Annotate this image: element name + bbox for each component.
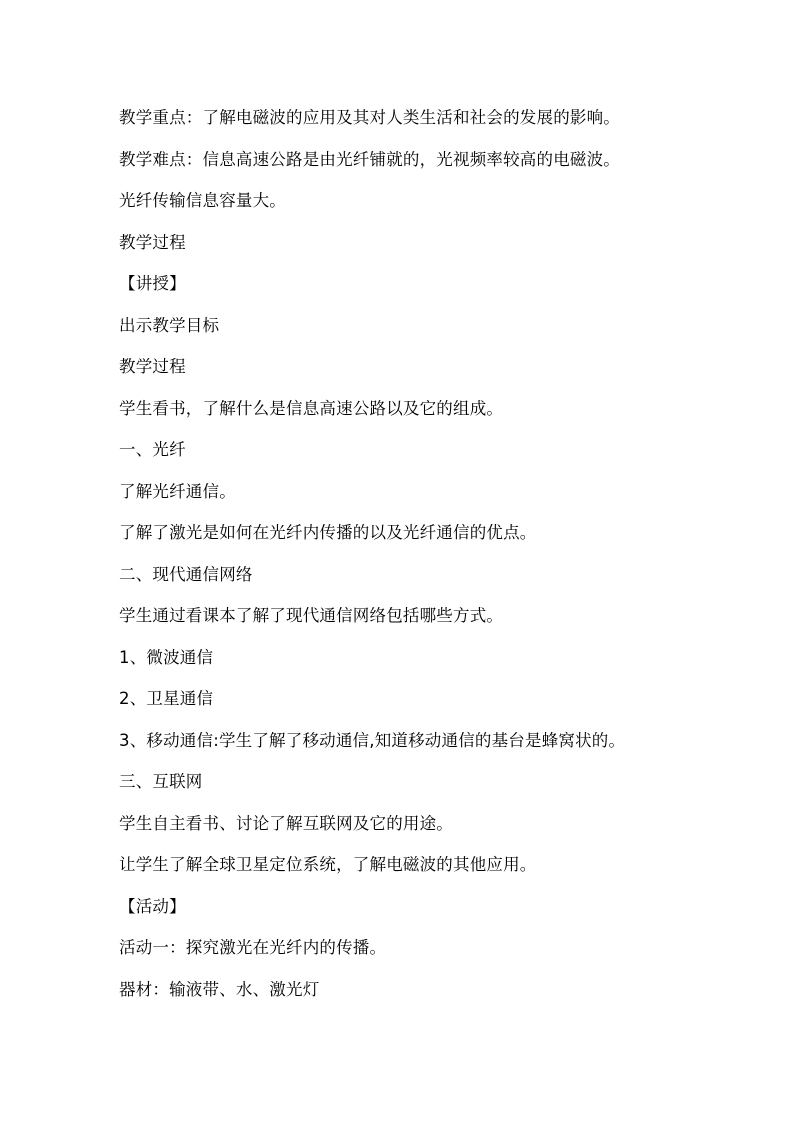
paragraph-line: 学生通过看课本了解了现代通信网络包括哪些方式。 bbox=[119, 606, 504, 625]
difficulty-line: 教学难点：信息高速公路是由光纤铺就的，光视频率较高的电磁波。 bbox=[119, 149, 620, 169]
paragraph-line: 学生看书，了解什么是信息高速公路以及它的组成。 bbox=[119, 398, 504, 418]
paragraph-line: 出示教学目标 bbox=[119, 315, 220, 335]
key-point-line: 教学重点：了解电磁波的应用及其对人类生活和社会的发展的影响。 bbox=[119, 108, 620, 127]
paragraph-line: 学生自主看书、讨论了解互联网及它的用途。 bbox=[119, 813, 453, 833]
paragraph-line: 让学生了解全球卫星定位系统，了解电磁波的其他应用。 bbox=[119, 855, 537, 874]
section-heading: 二、现代通信网络 bbox=[119, 564, 253, 584]
section-heading: 【活动】 bbox=[119, 896, 186, 916]
paragraph-line: 器材：输液带、水、激光灯 bbox=[119, 979, 320, 999]
section-heading: 三、互联网 bbox=[119, 772, 203, 791]
document-body bbox=[119, 103, 679, 1016]
section-heading: 教学过程 bbox=[119, 357, 186, 376]
section-heading: 【讲授】 bbox=[119, 274, 186, 293]
list-item: 2、卫星通信 bbox=[119, 689, 214, 708]
paragraph-line: 了解了激光是如何在光纤内传播的以及光纤通信的优点。 bbox=[119, 523, 537, 542]
list-item: 3、移动通信:学生了解了移动通信,知道移动通信的基台是蜂窝状的。 bbox=[119, 730, 626, 750]
paragraph-line: 了解光纤通信。 bbox=[119, 481, 236, 501]
section-heading: 一、光纤 bbox=[119, 440, 186, 459]
list-item: 1、微波通信 bbox=[119, 647, 214, 667]
section-heading: 教学过程 bbox=[119, 232, 186, 252]
paragraph-line: 活动一：探究激光在光纤内的传播。 bbox=[119, 938, 387, 957]
paragraph-line: 光纤传输信息容量大。 bbox=[119, 191, 286, 210]
